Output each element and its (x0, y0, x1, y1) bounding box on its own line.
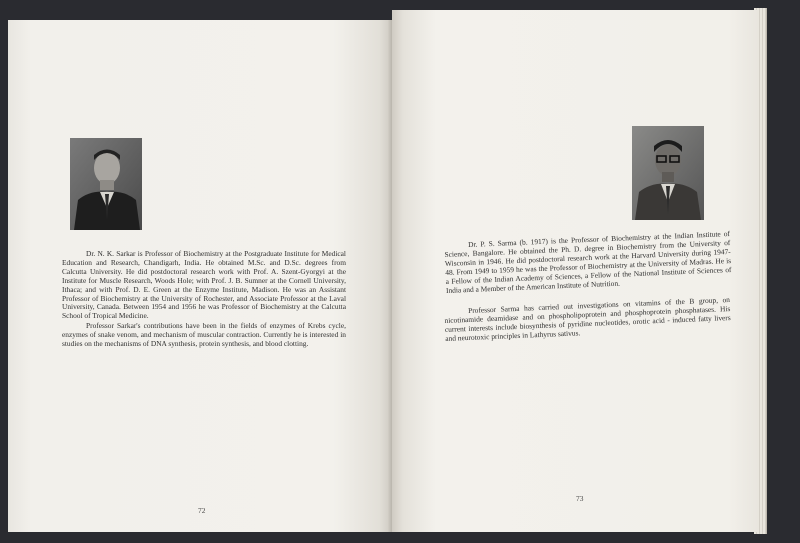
page-number-left: 72 (198, 506, 206, 515)
sarma-bio-paragraph-1: Dr. P. S. Sarma (b. 1917) is the Professor of Biochemistry at the Indian Institute of Science, Bangalore. He obtained the Ph. D. degree in Biochemistry from the University of Wisconsin in 1946. He did postdoctoral research work at the Harvard University during 1947-48. From 1949 to 1959 he was the Professor of Biochemistry at the University of Madras. He is a Fellow of the Indian Academy of Sciences, a Fellow of the National Institute of Sciences of India and a Member of the American Institute of Nutrition. (444, 229, 732, 295)
sarkar-bio-paragraph-1: Dr. N. K. Sarkar is Professor of Biochemistry at the Postgraduate Institute for Medical Education and Research, Chandigarh, India. He obtained M.Sc. and D.Sc. degrees from Calcutta University. He did postdoctoral research work with Prof. A. Szent-Gyorgyi at the Institute for Muscle Research, Woods Hole; with Prof. J. B. Sumner at the Cornell University, Ithaca; and with Prof. D. E. Green at the Enzyme Institute, Madison. He was an Assistant Professor of Biochemistry at the University of Rochester, and Associate Professor at the Laval University, Canada. Between 1954 and 1956 he was Professor of Biochemistry at the Calcutta School of Tropical Medicine. (62, 249, 346, 321)
portrait-photo-sarkar (70, 138, 142, 230)
right-page (392, 10, 757, 532)
open-book (6, 8, 776, 538)
sarma-bio-paragraph-2: Professor Sarma has carried out investigations on vitamins of the B group, on nicotinamide deamidase and on phospholipoprotein and phosphoprotein phosphatases. His current interests include biosynthesis of pyridine nucleotides, orotic acid - induced fatty livers and neurotoxic principles in Lathyrus sativus. (444, 295, 731, 343)
sarkar-bio-paragraph-2: Professor Sarkar's contributions have been in the fields of enzymes of Krebs cycle, enzymes of snake venom, and mechanism of muscular contraction. Currently he is interested in studies on the mechanisms of DNA synthesis, protein synthesis, and blood clotting. (62, 321, 346, 348)
portrait-photo-sarma (632, 126, 704, 220)
portrait-sarkar-image (70, 138, 142, 230)
portrait-sarma-image (632, 126, 704, 220)
page-number-right: 73 (576, 494, 584, 503)
left-page (8, 20, 391, 532)
